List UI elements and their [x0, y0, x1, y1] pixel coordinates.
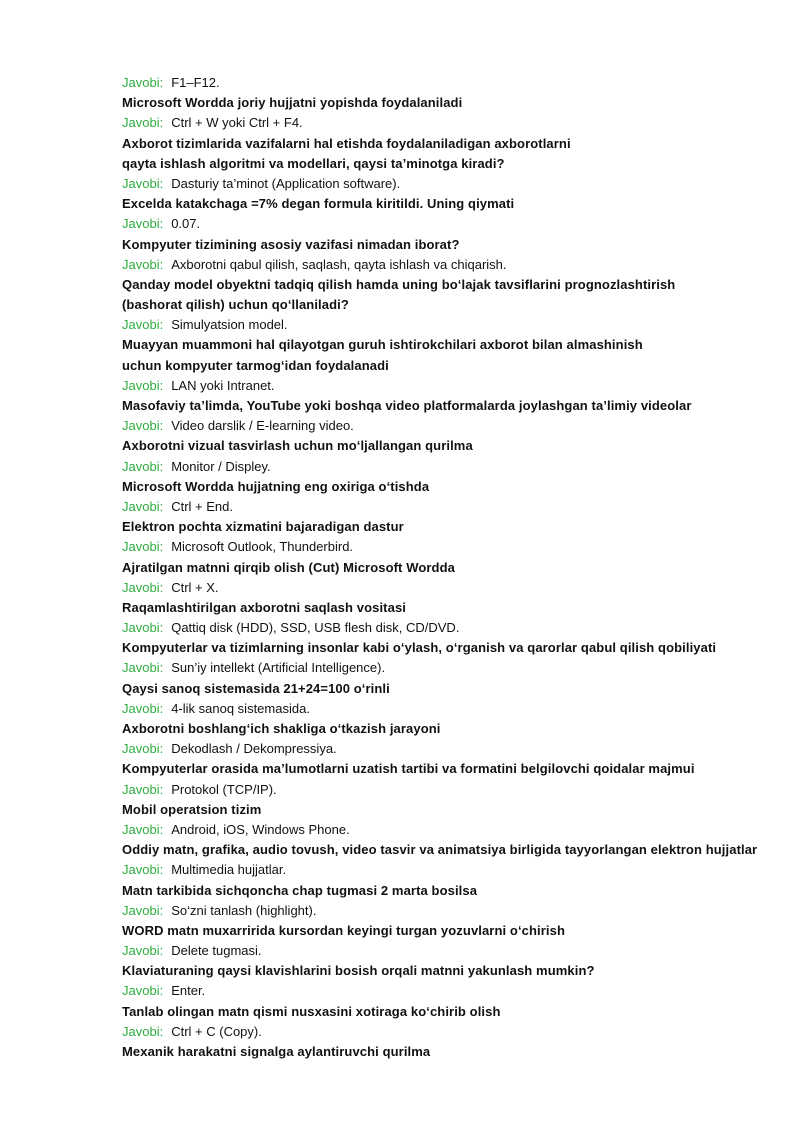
answer-label: Javobi:: [122, 377, 164, 393]
question-line: Microsoft Wordda joriy hujjatni yopishda foydalaniladi: [122, 95, 463, 111]
question-line: Mexanik harakatni signalga aylantiruvchi qurilma: [122, 1044, 431, 1059]
answer-label: Javobi:: [122, 216, 164, 232]
answer-line: [122, 860, 762, 880]
question-line: Axborot tizimlarida vazifalarni hal etishda foydalaniladigan axborotlarni: [122, 135, 571, 151]
answer-label: Javobi:: [122, 781, 164, 797]
answer-text: Simulyatsion model.: [171, 317, 288, 333]
answer-text: Microsoft Outlook, Thunderbird.: [171, 539, 354, 555]
answer-text: Qattiq disk (HDD), SSD, USB flesh disk, CD/DVD.: [171, 620, 460, 636]
answer-label: Javobi:: [122, 1023, 164, 1039]
answer-text: Ctrl + End.: [171, 498, 233, 514]
qa-list: [122, 73, 762, 1062]
question-line: Kompyuterlar va tizimlarning insonlar kabi o‘ylash, o‘rganish va qarorlar qabul qilish qobiliyati: [122, 640, 717, 656]
answer-label: Javobi:: [122, 115, 164, 131]
question-line: Excelda katakchaga =7% degan formula kiritildi. Uning qiymati: [122, 196, 515, 212]
answer-label: Javobi:: [122, 741, 164, 757]
answer-line: [122, 457, 762, 477]
question-line: Qanday model obyektni tadqiq qilish hamda uning bo‘lajak tavsiflarini prognozlashtirish: [122, 276, 676, 292]
question-line: Microsoft Wordda hujjatning eng oxiriga o‘tishda: [122, 478, 430, 494]
answer-label: Javobi:: [122, 620, 164, 636]
question-line: Oddiy matn, grafika, audio tovush, video tasvir va animatsiya birligida tayyorlangan elektron hujjatlar: [122, 842, 758, 858]
question-line: Elektron pochta xizmatini bajaradigan dastur: [122, 519, 404, 535]
answer-line: [122, 901, 762, 921]
question-line: (bashorat qilish) uchun qo‘llaniladi?: [122, 297, 349, 313]
question-line: Mobil operatsion tizim: [122, 801, 262, 817]
answer-line: [122, 658, 762, 678]
answer-label: Javobi:: [122, 418, 164, 434]
answer-label: Javobi:: [122, 862, 164, 878]
answer-label: Javobi:: [122, 821, 164, 837]
answer-label: Javobi:: [122, 902, 164, 918]
question-line: Axborotni boshlang‘ich shakliga o‘tkazish jarayoni: [122, 721, 441, 736]
answer-line: [122, 497, 762, 517]
answer-line: [122, 1022, 762, 1042]
answer-text: Sun’iy intellekt (Artificial Intelligence).: [171, 660, 386, 676]
answer-label: Javobi:: [122, 317, 164, 333]
answer-line: [122, 578, 762, 598]
answer-label: Javobi:: [122, 175, 164, 191]
answer-line: [122, 820, 762, 840]
answer-line: [122, 376, 762, 396]
answer-line: [122, 780, 762, 800]
question-line: uchun kompyuter tarmog‘idan foydalanadi: [122, 357, 389, 373]
question-line: Klaviaturaning qaysi klavishlarini bosish orqali matnni yakunlash mumkin?: [122, 963, 595, 979]
answer-line: [122, 255, 762, 275]
question-line: Matn tarkibida sichqoncha chap tugmasi 2 marta bosilsa: [122, 882, 478, 898]
question-line: qayta ishlash algoritmi va modellari, qaysi ta’minotga kiradi?: [122, 155, 505, 171]
answer-line: [122, 113, 762, 133]
answer-text: Android, iOS, Windows Phone.: [171, 821, 350, 837]
question-line: Tanlab olingan matn qismi nusxasini xotiraga ko‘chirib olish: [122, 1003, 501, 1019]
answer-label: Javobi:: [122, 458, 164, 474]
answer-label: Javobi:: [122, 498, 164, 514]
answer-text: So‘zni tanlash (highlight).: [171, 902, 317, 918]
answer-line: [122, 699, 762, 719]
answer-line: [122, 315, 762, 335]
answer-text: LAN yoki Intranet.: [171, 377, 275, 393]
question-line: Ajratilgan matnni qirqib olish (Cut) Microsoft Wordda: [122, 559, 455, 575]
answer-line: [122, 537, 762, 557]
question-line: WORD matn muxarririda kursordan keyingi turgan yozuvlarni o‘chirish: [122, 922, 566, 938]
answer-text: 0.07.: [171, 216, 201, 232]
answer-text: Ctrl + W yoki Ctrl + F4.: [171, 115, 303, 131]
answer-line: [122, 618, 762, 638]
answer-text: 4-lik sanoq sistemasida.: [171, 700, 310, 716]
answer-line: [122, 739, 762, 759]
answer-label: Javobi:: [122, 700, 164, 716]
answer-text: Ctrl + X.: [171, 579, 219, 595]
answer-label: Javobi:: [122, 943, 164, 959]
question-line: Qaysi sanoq sistemasida 21+24=100 o‘rinli: [122, 680, 390, 696]
answer-line: [122, 941, 762, 961]
answer-text: Axborotni qabul qilish, saqlash, qayta ishlash va chiqarish.: [171, 256, 507, 272]
answer-text: Enter.: [171, 983, 206, 999]
question-line: Kompyuterlar orasida ma’lumotlarni uzatish tartibi va formatini belgilovchi qoidalar majmui: [122, 761, 695, 777]
answer-text: F1–F12.: [171, 75, 220, 90]
question-line: Masofaviy ta’limda, YouTube yoki boshqa video platformalarda joylashgan ta’limiy videolar: [122, 398, 692, 413]
answer-label: Javobi:: [122, 256, 164, 272]
question-line: Raqamlashtirilgan axborotni saqlash vositasi: [122, 599, 406, 615]
answer-line: [122, 214, 762, 234]
answer-text: Delete tugmasi.: [171, 943, 262, 959]
answer-text: Multimedia hujjatlar.: [171, 862, 287, 878]
question-line: Muayyan muammoni hal qilayotgan guruh ishtirokchilari axborot bilan almashinish: [122, 337, 643, 353]
answer-line: [122, 73, 762, 93]
answer-line: [122, 174, 762, 194]
answer-text: Dekodlash / Dekompressiya.: [171, 741, 337, 757]
answer-text: Ctrl + C (Copy).: [171, 1023, 262, 1039]
answer-line: [122, 981, 762, 1001]
answer-text: Monitor / Displey.: [171, 458, 271, 474]
answer-line: [122, 416, 762, 436]
answer-label: Javobi:: [122, 579, 164, 595]
question-line: Axborotni vizual tasvirlash uchun mo‘ljallangan qurilma: [122, 438, 473, 454]
answer-text: Video darslik / E-learning video.: [171, 418, 354, 434]
answer-text: Dasturiy ta’minot (Application software).: [171, 175, 401, 191]
answer-label: Javobi:: [122, 75, 164, 90]
answer-label: Javobi:: [122, 539, 164, 555]
question-line: Kompyuter tizimining asosiy vazifasi nimadan iborat?: [122, 236, 460, 252]
answer-label: Javobi:: [122, 660, 164, 676]
answer-text: Protokol (TCP/IP).: [171, 781, 277, 797]
answer-label: Javobi:: [122, 983, 164, 999]
